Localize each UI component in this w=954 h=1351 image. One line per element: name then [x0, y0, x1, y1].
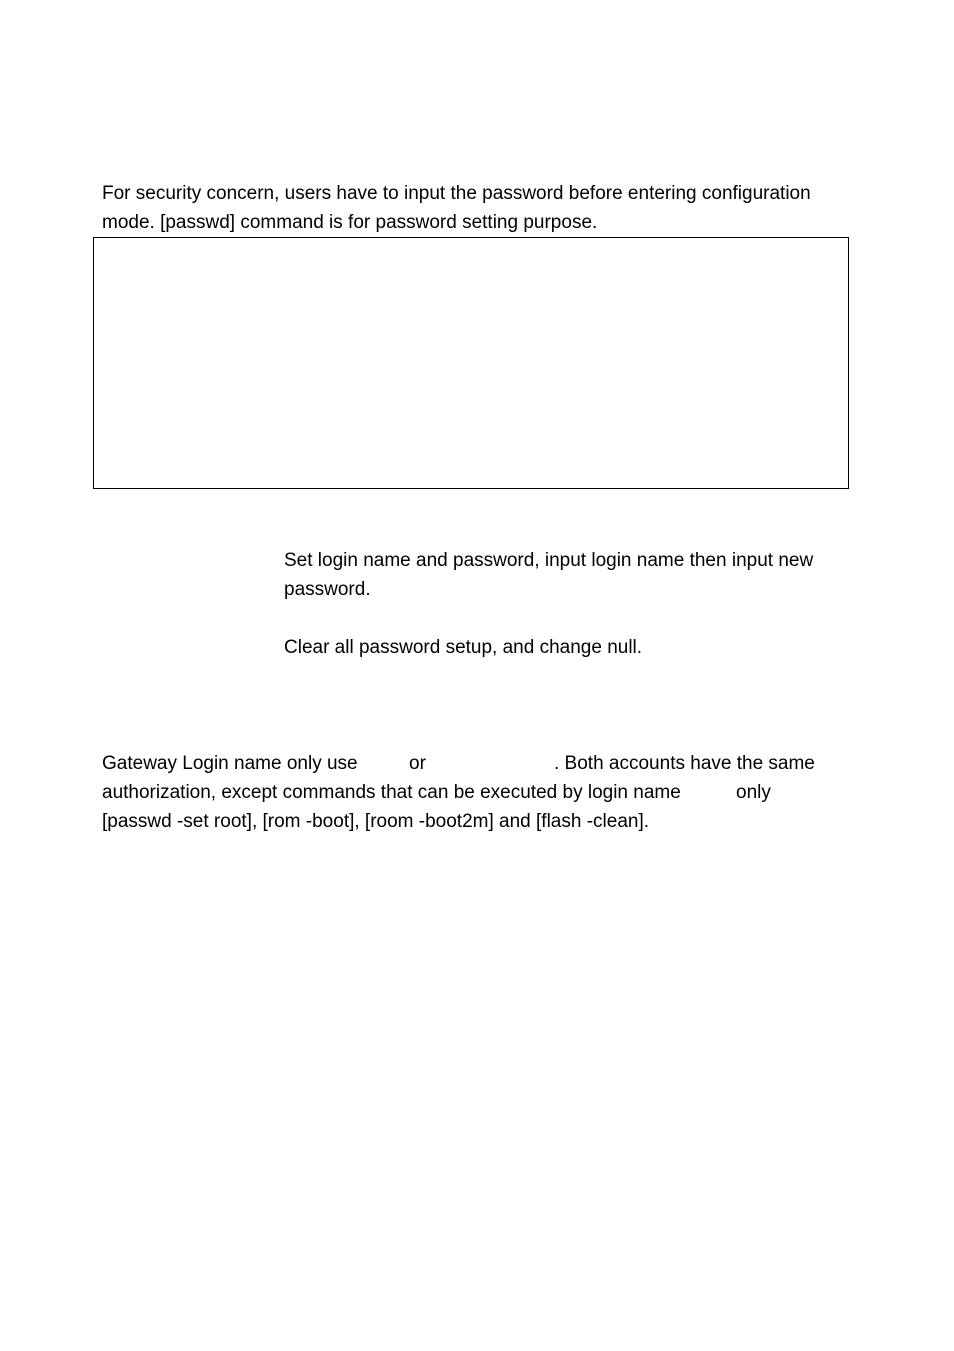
note-line-2-part-b: only [736, 782, 771, 803]
set-description-line-1: Set login name and password, input login name then input new [284, 550, 814, 571]
intro-line-2: mode. [passwd] command is for password setting purpose. [102, 212, 598, 233]
clear-option-description [284, 633, 844, 662]
command-output-box [93, 237, 849, 489]
note-line-1-part-b: or [409, 753, 426, 774]
set-description-line-2: password. [284, 579, 371, 600]
intro-paragraph [102, 179, 842, 237]
set-option-description [284, 546, 844, 604]
note-line-2-part-a: authorization, except commands that can be executed by login name [102, 782, 681, 803]
clear-description-line-1: Clear all password setup, and change null. [284, 637, 643, 658]
note-line-3-text: [passwd -set root], [rom -boot], [room -boot2m] and [flash -clean]. [102, 811, 650, 832]
intro-line-1: For security concern, users have to input the password before entering configuration [102, 183, 811, 204]
login-name-note [102, 749, 842, 836]
note-line-1 [102, 749, 842, 778]
note-line-1-part-c: . Both accounts have the same [554, 753, 815, 774]
note-line-3 [102, 807, 842, 836]
note-line-2 [102, 778, 842, 807]
note-line-1-part-a: Gateway Login name only use [102, 753, 358, 774]
